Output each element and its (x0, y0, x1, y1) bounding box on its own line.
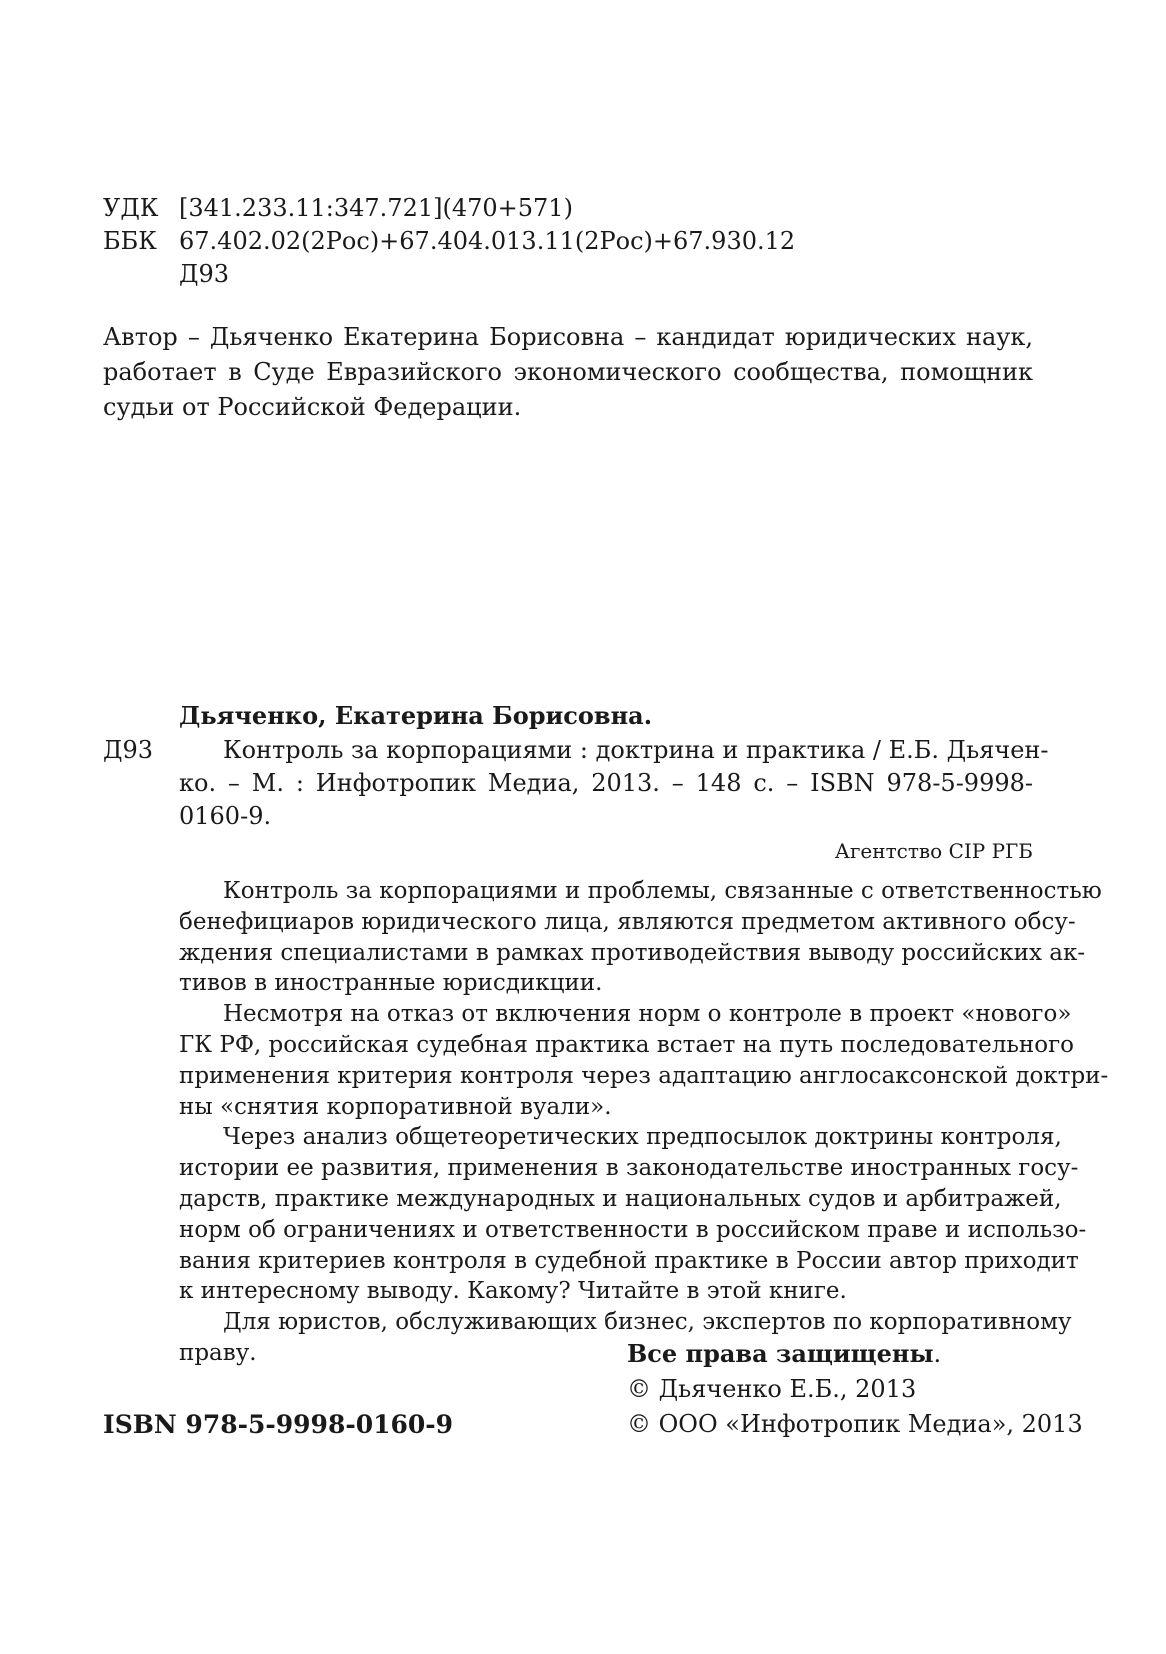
author-note-line: судьи от Российской Федерации. (103, 393, 522, 421)
annotation-line: ГК РФ, российская судебная практика встает на путь последовательного (179, 1031, 1074, 1058)
card-description-line: 0160-9. (179, 802, 272, 830)
author-note-line: Автор – Дьяченко Екатерина Борисовна – кандидат юридических наук, (103, 323, 1033, 351)
rights-reserved-dot: . (933, 1340, 942, 1368)
author-note (103, 320, 1033, 425)
card-description-line: ко. – М. : Инфотропик Медиа, 2013. – 148 с. – ISBN 978-5-9998- (179, 769, 1033, 797)
bbk-row (103, 225, 795, 258)
annotation-line: истории ее развития, применения в законодательстве иностранных госу- (179, 1155, 1079, 1182)
annotation-line: дарств, практике международных и национальных судов и арбитражей, (179, 1185, 1062, 1212)
rights-block (627, 1336, 1083, 1442)
copyright-publisher: © ООО «Инфотропик Медиа», 2013 (627, 1410, 1083, 1438)
author-note-line: работает в Суде Евразийского экономического сообщества, помощник (103, 358, 1033, 386)
bbk-label: ББК (103, 227, 157, 255)
card-description (179, 734, 1049, 833)
annotation-line: ждения специалистами в рамках противодействия выводу российских ак- (179, 939, 1086, 966)
annotation-line: ны «снятия корпоративной вуали». (179, 1093, 612, 1120)
annotation-line: тивов в иностранные юрисдикции. (179, 970, 603, 997)
annotation-line: к интересному выводу. Какому? Читайте в этой книге. (179, 1278, 847, 1305)
copyright-author: © Дьяченко Е.Б., 2013 (627, 1375, 917, 1403)
annotation-line: Контроль за корпорациями и проблемы, связанные с ответственностью (223, 878, 1102, 904)
annotation-line: бенефициаров юридического лица, являются предметом активного обсу- (179, 908, 1076, 935)
cip-agency: Агентство CIP РГБ (834, 839, 1033, 863)
annotation (179, 876, 1109, 1369)
rights-reserved-text: Все права защищены (627, 1339, 934, 1368)
isbn: ISBN 978-5-9998-0160-9 (103, 1410, 454, 1439)
annotation-line: применения критерия контроля через адаптацию англосаксонской доктри- (179, 1062, 1109, 1089)
card-author-code: Д93 (103, 736, 154, 764)
annotation-line: праву. (179, 1339, 257, 1366)
annotation-line: Для юристов, обслуживающих бизнес, экспертов по корпоративному (223, 1309, 1072, 1336)
classification-block (103, 192, 795, 291)
annotation-line: Через анализ общетеоретических предпосылок доктрины контроля, (223, 1124, 1062, 1151)
annotation-line: вания критериев контроля в судебной практике в России автор приходит (179, 1247, 1079, 1274)
bbk-value: 67.402.02(2Рос)+67.404.013.11(2Рос)+67.930.12 (179, 227, 796, 255)
rights-reserved (627, 1336, 1083, 1372)
author-code: Д93 (179, 260, 230, 288)
card-description-line: Контроль за корпорациями : доктрина и практика / Е.Б. Дьячен- (223, 736, 1049, 764)
annotation-line: норм об ограничениях и ответственности в российском праве и использо- (179, 1216, 1087, 1243)
udk-row (103, 192, 795, 225)
annotation-line: Несмотря на отказ от включения норм о контроле в проект «нового» (223, 1001, 1072, 1028)
card-author-heading: Дьяченко, Екатерина Борисовна. (179, 701, 653, 730)
udk-label: УДК (103, 194, 159, 222)
udk-value: [341.233.11:347.721](470+571) (179, 194, 573, 222)
